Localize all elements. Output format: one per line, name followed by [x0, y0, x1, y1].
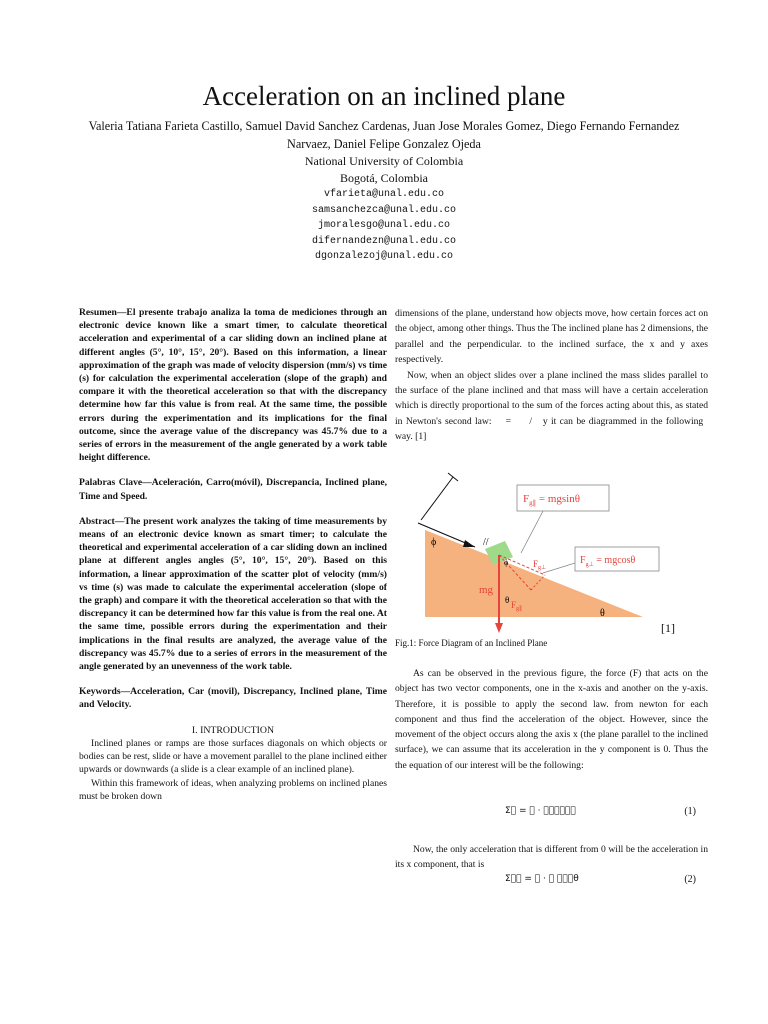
fg-perp-sub: g⊥ [538, 565, 547, 571]
equation-2-number: (2) [684, 874, 696, 885]
palabras-clave: Palabras Clave—Aceleración, Carro(móvil), Discrepancia, Inclined plane, Time and Speed. [79, 477, 387, 502]
right-column-bottom [395, 666, 708, 773]
figure-reference: [1] [661, 621, 675, 635]
resumen: Resumen—El presente trabajo analiza la toma de mediciones through an electronic device known like a smart timer, to calculate theoretical acceleration and experimental of a car sliding down an inclined plane at different angles (5°, 10°, 15°, 20°). Based on this information, a linear approximation of the graph was made of velocity dispersion (mm/s) vs time (s) for calculation the experimental acceleration (slope of the graph) and compare it with the theoretical acceleration so that with the discrepancy determine how far this value is from real. At the same time, the possible errors during the experimentation and its implications for the final outcome, since the average value of the discrepancy was 45.7% due to a series of errors in the measurement of the angle generated by a work table height difference. [79, 307, 387, 464]
equation-1-formula: Σ⃞ = ⃞ · ⃞⃞⃞⃞⃞⃞ [505, 806, 576, 816]
right-column-top [395, 306, 708, 445]
introduction [79, 737, 387, 803]
theta-angle-base: θ [600, 608, 605, 619]
fpar-sub: g∥ [529, 499, 537, 507]
inclined-plane-diagram [393, 465, 713, 635]
fg-perp-label: F [533, 559, 539, 569]
svg-text:Fg⊥ [533, 559, 546, 571]
figure-caption: Fig.1: Force Diagram of an Inclined Plane [395, 638, 548, 648]
email-2: samsanchezca@unal.edu.co [311, 204, 457, 216]
phi-label: ϕ [431, 537, 437, 548]
author-list: Valeria Tatiana Farieta Castillo, Samuel David Sanchez Cardenas, Juan Jose Morales Gomez, Diego Fernando Fernandez Narvaez, Daniel Felipe Gonzalez Ojeda [88, 119, 680, 151]
city: Bogotá, Colombia [340, 171, 428, 185]
email-3: jmoralesgo@unal.edu.co [317, 220, 451, 231]
section-heading-introduction: I. INTRODUCTION [191, 724, 275, 736]
inclined-plane-shape [425, 530, 643, 617]
right-paragraph-4: Now, the only acceleration that is different from 0 will be the acceleration in its x component, that is [395, 844, 708, 871]
parallel-mark: // [483, 537, 489, 548]
right-paragraph-1: dimensions of the plane, understand how objects move, how certain forces act on the object, among other things. Thus the The inclined plane has 2 dimensions, the parallel and the perpendicular. to the inclined surface, the x and y axes respectively. [395, 308, 708, 366]
fpar-label: F [523, 493, 530, 505]
keywords: Keywords—Acceleration, Car (movil), Discrepancy, Inclined plane, Time and Velocity. [79, 686, 387, 711]
email-list [0, 187, 768, 265]
fpar-eq: = mgsinθ [536, 493, 580, 505]
affiliation [0, 153, 768, 187]
fg-par-sub: g∥ [516, 606, 523, 612]
abstract: Abstract—The present work analyzes the taking of time measurements by means of an electronic device known as smart timer; to calculate the theoretical and experimental acceleration of a car sliding down an inclined plane at different angles angles (5°, 10°, 15°, 20°). Based on this information, a linear approximation of the scatter plot of velocity (mm/s) vs time (s) was made to calculate the experimental acceleration (slope of the graph) and compare it with the theoretical acceleration so that with the discrepancy it can be determined how far this value is from the real one. At the same time, possible errors during the experimentation and their implications in the final results are analyzed, the average value of the discrepancy was 45.7% due to a series of errors in the measurement of the angle generated by an unevenness of the work table. [79, 515, 387, 673]
fg-par-label: F [511, 600, 517, 610]
fperp-label: F [580, 555, 586, 566]
right-paragraph-2: Now, when an object slides over a plane inclined the mass slides parallel to the surface of the plane inclined and that mass will have a certain acceleration which is directly proportional to the sum of the forces acting about this, as stated in Newton's second law: ⃞ = ⃞⃞/⃞ y it can be diagrammed in the following way. [1] [395, 369, 708, 443]
email-5: dgonzalezoj@unal.edu.co [314, 251, 454, 262]
mg-label: mg [479, 584, 494, 596]
fperp-sub: g⊥ [585, 562, 594, 568]
phi-label-block: ϕ [504, 558, 509, 567]
right-column-eq-text [395, 842, 708, 873]
theta-angle-block: θ [505, 595, 510, 605]
equation-1-number: (1) [684, 806, 696, 817]
paper-title: Acceleration on an inclined plane [202, 81, 566, 111]
fperp-eq: = mgcosθ [593, 555, 636, 566]
intro-paragraph-2: Within this framework of ideas, when analyzing problems on inclined planes must be broken down [79, 777, 387, 802]
right-paragraph-3: As can be observed in the previous figure, the force (F) that acts on the object has two vector components, one in the x-axis and another on the y-axis. Therefore, it is possible to apply the second law. from newton for each component and thus find the acceleration of the object. However, since the movement of the object occurs along the axis x (the plane parallel to the inclined surface), we can assume that its acceleration in the y component is 0. Thus the the equation of our interest will be the following: [395, 668, 708, 771]
intro-paragraph-1: Inclined planes or ramps are those surfaces diagonals on which objects or bodies can be rest, slide or have a movement parallel to the plane inclined either upwards or downwards (a slide is a clear example of an inclined plane). [79, 737, 387, 776]
university: National University of Colombia [304, 154, 464, 168]
equation-2-formula: Σ⃞⃞ = ⃞ · ⃞ ⃞⃞⃞θ [505, 874, 579, 884]
left-column [79, 306, 387, 803]
email-4: difernandezn@unal.edu.co [311, 235, 457, 247]
email-1: vfarieta@unal.edu.co [323, 189, 445, 200]
